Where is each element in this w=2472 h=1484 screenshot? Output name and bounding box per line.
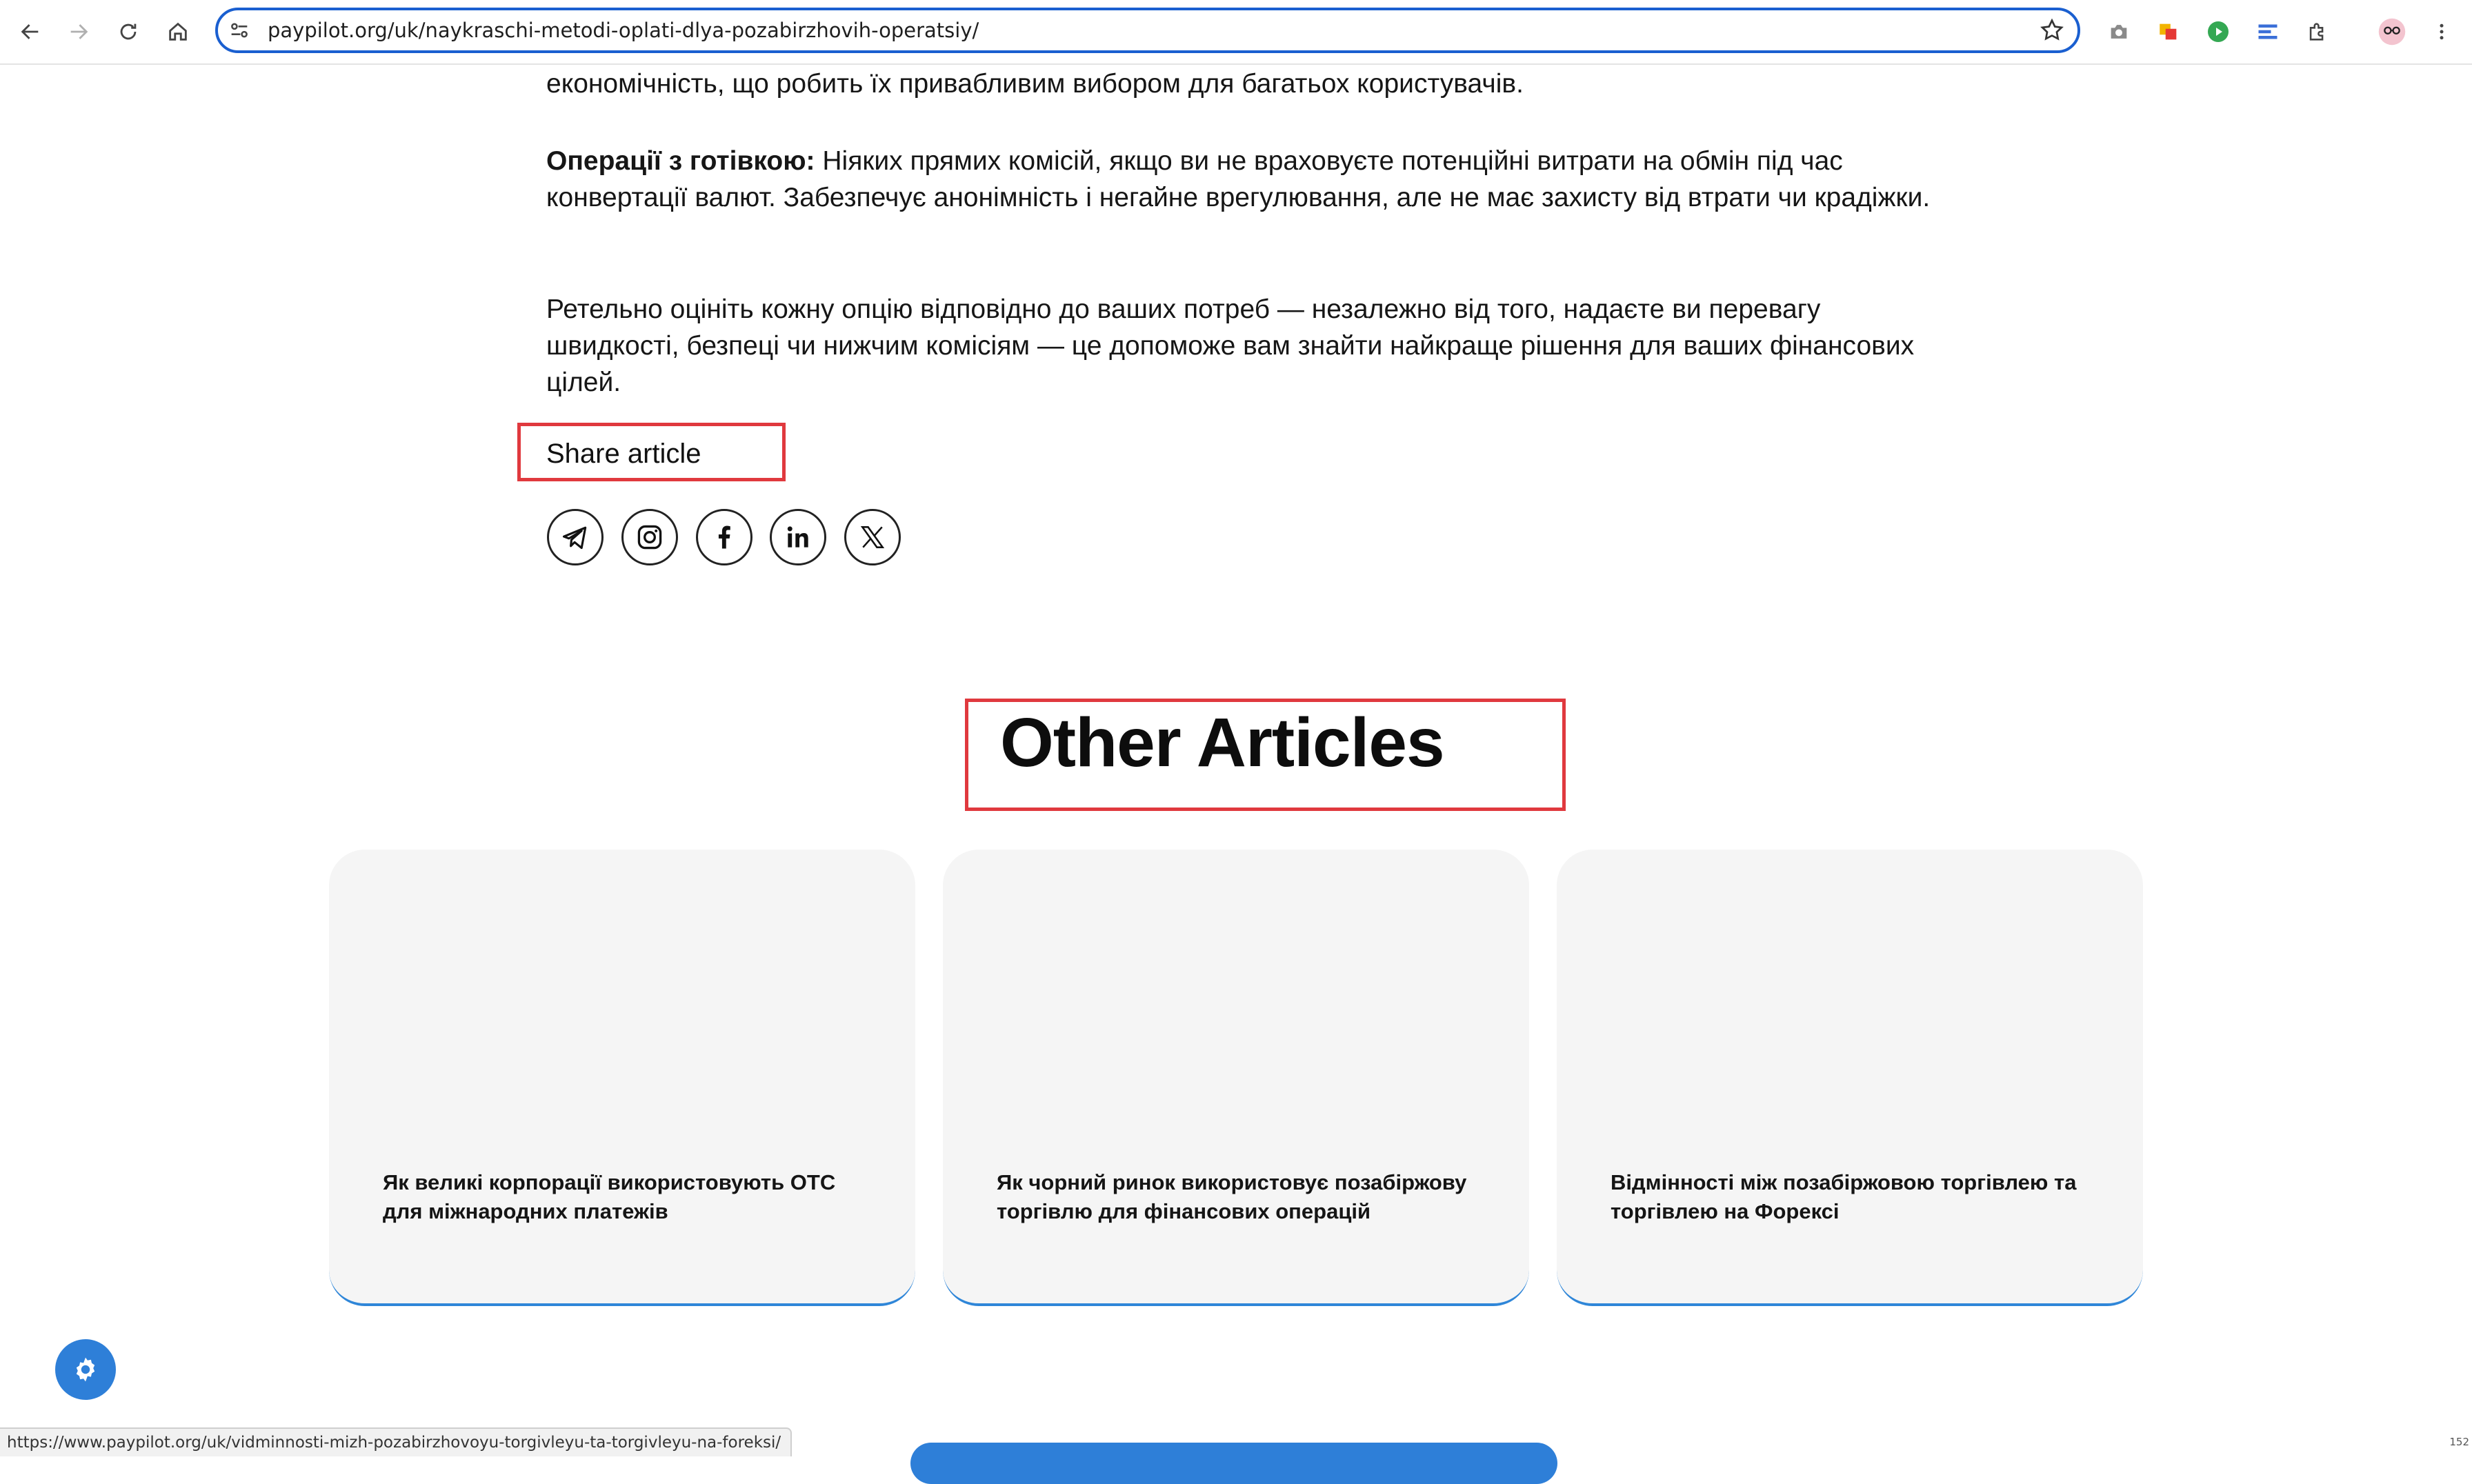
puzzle-icon [2306, 20, 2329, 43]
reload-button[interactable] [112, 15, 145, 48]
share-article-label: Share article [546, 439, 701, 469]
arrow-left-icon [19, 20, 42, 43]
highlight-box [965, 699, 1566, 811]
article-card[interactable] [329, 850, 915, 1306]
camera-icon [2107, 20, 2131, 43]
home-button[interactable] [161, 15, 195, 48]
avatar-icon [2378, 17, 2406, 46]
article-paragraph: Ретельно оцініть кожну опцію відповідно до ваших потреб — незалежно від того, надаєте ви перевагу швидкості, безпеці чи нижчим комісіям — це допоможе вам знайти найкраще рішення для ваших фінансових цілей. [546, 294, 1915, 397]
browser-toolbar [0, 0, 2472, 65]
article-card-title[interactable]: Як чорний ринок використовує позабіржову торгівлю для фінансових операцій [997, 1170, 1467, 1223]
article-card-title[interactable]: Відмінності між позабіржовою торгівлею та торгівлею на Форексі [1611, 1170, 2077, 1223]
url-text[interactable]: paypilot.org/uk/naykraschi-metodi-oplati-dlya-pozabirzhovih-operatsiy/ [268, 19, 979, 42]
telegram-icon [560, 522, 590, 552]
home-icon [166, 20, 190, 43]
color-extension-button[interactable] [2153, 17, 2184, 47]
address-bar[interactable] [215, 8, 2080, 53]
settings-fab-button[interactable] [55, 1339, 116, 1400]
reload-icon [117, 20, 140, 43]
cta-button[interactable] [910, 1443, 1557, 1484]
share-linkedin-button[interactable] [770, 509, 826, 565]
x-icon [857, 522, 888, 552]
paragraph-body: Ніяких прямих комісій, якщо ви не враховуєте потенційні витрати на обмін під час конвертації валют. Забезпечує анонімність і негайне врегулювання, але не має захисту від втрати чи крадіжки. [546, 146, 1931, 212]
tab-manager-extension-button[interactable] [2253, 17, 2283, 47]
site-settings-icon[interactable] [228, 19, 251, 42]
share-x-button[interactable] [844, 509, 901, 565]
profile-avatar-button[interactable] [2377, 17, 2407, 47]
share-telegram-button[interactable] [547, 509, 604, 565]
list-extension-icon [2255, 19, 2280, 44]
more-vertical-icon [2431, 20, 2452, 43]
share-instagram-button[interactable] [621, 509, 678, 565]
back-button[interactable] [14, 15, 47, 48]
extensions-button[interactable] [2302, 17, 2333, 47]
status-bar-link-preview: https://www.paypilot.org/uk/vidminnosti-mizh-pozabirzhovoyu-torgivleyu-ta-torgivleyu-na-foreksi/ [0, 1427, 792, 1456]
article-card[interactable] [943, 850, 1529, 1306]
gear-icon [70, 1354, 101, 1385]
highlight-box [517, 423, 786, 481]
play-extension-button[interactable] [2203, 17, 2233, 47]
palette-extension-icon [2157, 20, 2180, 43]
article-paragraph [546, 143, 1946, 216]
browser-menu-button[interactable] [2426, 17, 2457, 47]
article-card[interactable] [1557, 850, 2143, 1306]
bookmark-star-icon[interactable] [2039, 17, 2065, 43]
share-facebook-button[interactable] [696, 509, 752, 565]
play-circle-icon [2206, 19, 2231, 44]
arrow-right-icon [67, 20, 90, 43]
facebook-icon [709, 522, 739, 552]
instagram-icon [635, 522, 665, 552]
corner-label: 152 [2449, 1436, 2469, 1448]
forward-button[interactable] [62, 15, 95, 48]
linkedin-icon [783, 522, 813, 552]
article-paragraph: економічність, що робить їх привабливим вибором для багатьох користувачів. [546, 69, 1524, 99]
article-card-title[interactable]: Як великі корпорації використовують OTC для міжнародних платежів [383, 1170, 836, 1223]
paragraph-lead: Операції з готівкою: [546, 146, 815, 176]
other-articles-heading: Other Articles [1000, 704, 1444, 781]
screenshot-extension-button[interactable] [2104, 17, 2134, 47]
